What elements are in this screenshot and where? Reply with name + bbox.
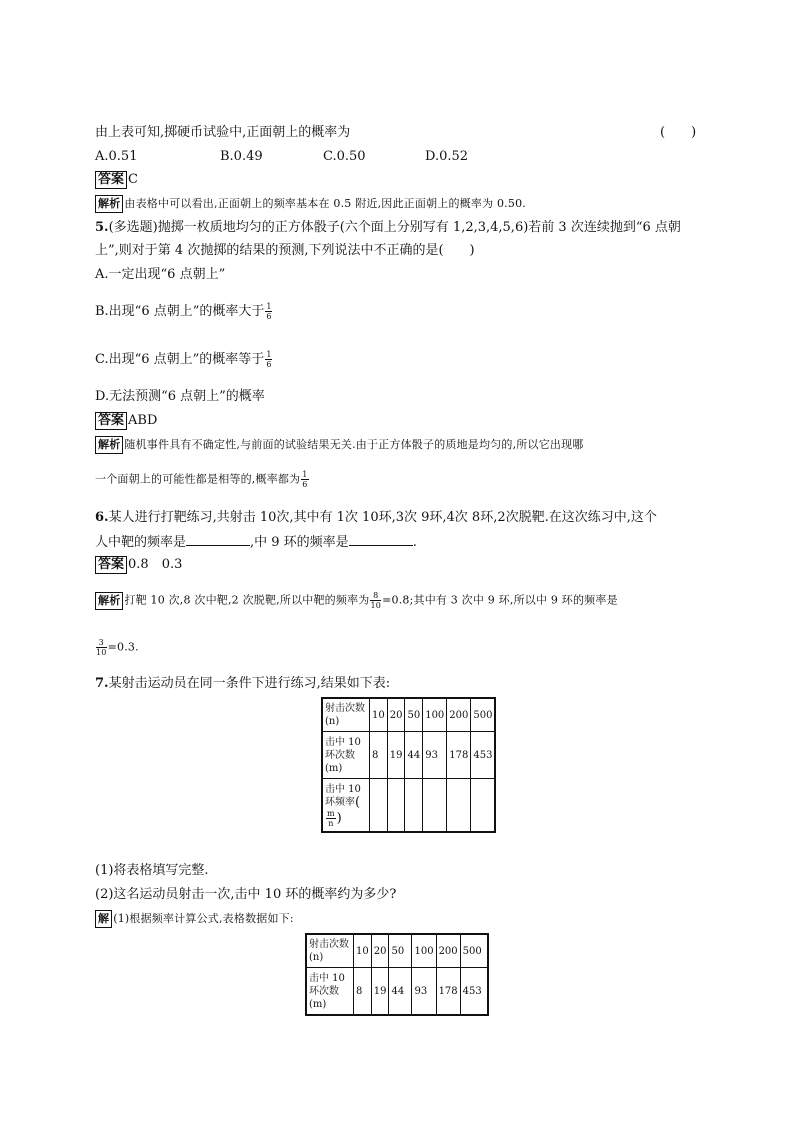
frac-denominator: n: [328, 818, 334, 828]
q6-explanation-line-2: [95, 638, 139, 657]
table-cell: 500: [471, 698, 496, 732]
answer-tag: 答案: [95, 412, 127, 430]
q7-stem: [95, 675, 390, 693]
q6-stem-text-2a: 人中靶的频率是: [95, 535, 187, 550]
q4-option-c[interactable]: C.0.50: [323, 149, 366, 164]
table-cell: 453: [460, 968, 488, 1016]
table-cell: 178: [447, 732, 471, 779]
frac-numerator: 1: [266, 350, 272, 359]
frac-denominator: 6: [266, 360, 272, 369]
table-cell: 200: [447, 698, 471, 732]
q7-solution-text: (1)根据频率计算公式,表格数据如下:: [113, 912, 294, 925]
q6-explanation-fraction-2: [96, 638, 107, 657]
table-cell: 10: [354, 934, 372, 968]
q6-explanation-fraction-1: [370, 591, 381, 610]
q5-stem-line-1: [95, 219, 681, 237]
q4-option-b[interactable]: B.0.49: [220, 149, 263, 164]
q4-option-a[interactable]: A.0.51: [95, 149, 138, 164]
q4-answer-paren: ( ): [660, 125, 697, 140]
q4-stem-text: 由上表可知,掷硬币试验中,正面朝上的概率为: [95, 125, 351, 140]
table-row: [306, 968, 488, 1016]
table-cell: 10: [370, 698, 388, 732]
table-cell: 20: [387, 698, 405, 732]
q5-explanation-line-1: [95, 436, 584, 454]
q5-option-b-text: B.出现“6 点朝上”的概率大于: [95, 304, 265, 319]
explain-tag: 解析: [95, 592, 123, 610]
q6-explanation-text-2: =0.3.: [107, 640, 139, 654]
q5-explanation-line-2: [95, 470, 310, 489]
q5-answer: [95, 412, 157, 430]
q6-blank-1[interactable]: [186, 533, 250, 546]
paren-close: ): [336, 810, 342, 826]
q6-explanation-text-1b: =0.8;其中有 3 次中 9 环,所以中 9 环的频率是: [382, 593, 618, 607]
q5-option-a[interactable]: A.一定出现“6 点朝上”: [95, 267, 226, 282]
table-cell: 93: [423, 732, 447, 779]
table-cell-empty[interactable]: [423, 779, 447, 833]
q4-explanation-text: 由表格中可以看出,正面朝上的频率基本在 0.5 附近,因此正面朝上的概率为 0.50.: [124, 197, 526, 210]
table-row: [306, 934, 488, 968]
table-cell: 50: [389, 934, 412, 968]
q4-stem: [95, 124, 350, 142]
explain-tag: 解析: [95, 436, 123, 454]
q6-stem-line-1: [95, 509, 657, 527]
table-cell: 8: [354, 968, 372, 1016]
q5-option-d[interactable]: D.无法预测“6 点朝上”的概率: [95, 389, 265, 404]
table-cell: 19: [371, 968, 389, 1016]
q5-answer-value: ABD: [128, 413, 158, 428]
q7-data-table: [321, 697, 496, 833]
q5-number: 5.: [95, 220, 109, 235]
q5-stem-text-1: (多选题)抛掷一枚质地均匀的正方体骰子(六个面上分别写有 1,2,3,4,5,6)若前 3 次连续抛到“6 点朝: [108, 220, 681, 235]
q5-option-b[interactable]: [95, 302, 273, 321]
q7-stem-text: 某射击运动员在同一条件下进行练习,结果如下表:: [108, 676, 391, 691]
solution-tag: 解: [95, 910, 112, 928]
table-cell-empty[interactable]: [387, 779, 405, 833]
q5-option-b-fraction: [265, 302, 272, 321]
table-row: [322, 698, 495, 732]
frac-denominator: 6: [266, 312, 272, 321]
q4-option-d[interactable]: D.0.52: [425, 149, 469, 164]
table-header-cell: 击中 10 环次数(m): [322, 732, 370, 779]
table-cell: 44: [389, 968, 412, 1016]
table-header-cell: 射击次数(n): [322, 698, 370, 732]
q6-answer: [95, 556, 182, 574]
q4-explanation: [95, 195, 526, 213]
frac-denominator: 10: [96, 648, 107, 657]
q4-answer-value: C: [128, 172, 138, 187]
frac-denominator: 10: [370, 601, 382, 610]
q5-option-c-text: C.出现“6 点朝上”的概率等于: [95, 352, 265, 367]
frac-numerator: 1: [302, 470, 308, 479]
table-cell: 453: [471, 732, 496, 779]
q7-solution-table: [305, 933, 489, 1016]
q6-stem-text-2c: .: [412, 535, 417, 550]
table-cell: 200: [436, 934, 460, 968]
q6-stem-text-2b: ,中 9 环的频率是: [250, 535, 349, 550]
answer-tag: 答案: [95, 171, 127, 189]
q6-answer-value: 0.8 0.3: [128, 557, 183, 572]
row3-head-text: 击中 10 环频率: [325, 783, 361, 808]
q5-option-c[interactable]: [95, 350, 273, 369]
q5-stem-line-2: 上”,则对于第 4 次抛掷的结果的预测,下列说法中不正确的是( ): [95, 243, 475, 258]
frac-numerator: 8: [370, 591, 381, 601]
paren-open: (: [355, 794, 361, 810]
q6-stem-line-2: [95, 533, 417, 552]
q5-option-c-fraction: [265, 350, 272, 369]
answer-tag: 答案: [95, 556, 127, 574]
frac-denominator: 6: [302, 480, 308, 489]
table-row: [322, 779, 495, 833]
table-header-cell: 击中 10 环次数(m): [306, 968, 354, 1016]
q6-explanation-line-1: [95, 591, 618, 610]
table-cell: 8: [370, 732, 388, 779]
q7-sub-question-2: (2)这名运动员射击一次,击中 10 环的概率约为多少?: [95, 887, 397, 902]
table-cell: 100: [423, 698, 447, 732]
table-cell-empty[interactable]: [471, 779, 496, 833]
table-cell: 500: [460, 934, 488, 968]
table-row: [322, 732, 495, 779]
table-cell-empty[interactable]: [405, 779, 423, 833]
q4-answer: [95, 171, 138, 189]
frac-numerator: 1: [266, 302, 272, 311]
q6-number: 6.: [95, 510, 109, 525]
table-cell: 178: [436, 968, 460, 1016]
table-header-cell: [322, 779, 370, 833]
q5-explanation-fraction: [301, 470, 308, 489]
table-cell: 93: [412, 968, 436, 1016]
row3-head-fraction: [326, 809, 336, 828]
table-header-cell: 射击次数(n): [306, 934, 354, 968]
frac-numerator: m: [327, 808, 335, 818]
q5-explanation-text-2: 一个面朝上的可能性都是相等的,概率都为: [95, 472, 301, 486]
q7-sub-question-1: (1)将表格填写完整.: [95, 863, 209, 878]
table-cell: 100: [412, 934, 436, 968]
table-cell: 50: [405, 698, 423, 732]
q6-stem-text-1: 某人进行打靶练习,共射击 10次,其中有 1次 10环,3次 9环,4次 8环,2次脱靶.在这次练习中,这个: [108, 510, 657, 525]
table-cell-empty[interactable]: [447, 779, 471, 833]
q6-explanation-text-1a: 打靶 10 次,8 次中靶,2 次脱靶,所以中靶的频率为: [124, 593, 370, 607]
table-cell: 20: [371, 934, 389, 968]
table-cell: 44: [405, 732, 423, 779]
q5-explanation-text-1: 随机事件具有不确定性,与前面的试验结果无关.由于正方体骰子的质地是均匀的,所以它出现哪: [124, 438, 584, 451]
table-cell-empty[interactable]: [370, 779, 388, 833]
explain-tag: 解析: [95, 195, 123, 213]
frac-numerator: 3: [96, 638, 107, 648]
q7-solution: [95, 910, 294, 928]
table-cell: 19: [387, 732, 405, 779]
q7-number: 7.: [95, 676, 109, 691]
q6-blank-2[interactable]: [349, 533, 413, 546]
